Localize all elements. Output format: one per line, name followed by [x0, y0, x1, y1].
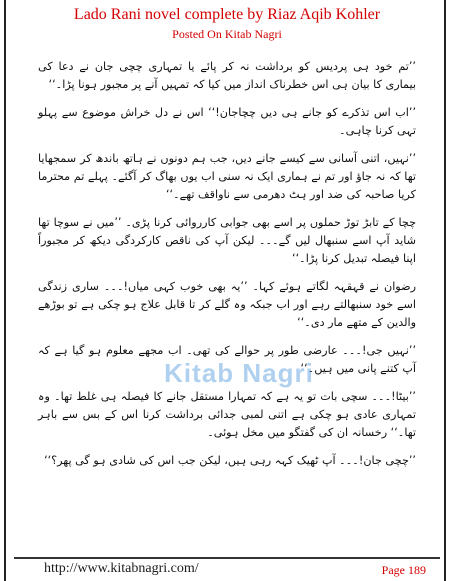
paragraph: ’’تم خود ہی پردیس کو برداشت نہ کر پائے یا تمہاری چچی جان نے دعا کی بیماری کا بیان ہی اس خطرناک انداز میں کیا کہ تمہیں آنے پر مجبور ہونا پڑا۔‘‘ — [38, 60, 416, 91]
page-number: Page 189 — [381, 563, 426, 577]
paragraph: ’’نہیں جی!۔۔۔ عارضی طور پر حوالے کی تھی۔ اب مجھے معلوم ہو گیا ہے کہ آپ کتنے پانی میں ہیں۔‘‘ — [38, 344, 416, 375]
watermark-text: Kitab Nagri — [164, 358, 314, 388]
posted-on-label: Posted On Kitab Nagri — [172, 27, 282, 41]
paragraph: رضوان نے قہقہہ لگاتے ہوئے کہا۔ ’’یہ بھی خوب کہی میاں!۔۔۔ ساری زندگی اسے خود سنبھالتے رہے اور اب جبکہ وہ گلے کر تا قابل علاج ہو چکی ہے تو بوڑھے والدین کے متھے مار دی۔‘‘ — [38, 280, 416, 329]
novel-title: Lado Rani novel complete by Riaz Aqib Kohler — [73, 6, 381, 23]
paragraph: ’’چچی جان!۔۔۔ آپ ٹھیک کہہ رہی ہیں، لیکن جب اس کی شادی ہو گی پھر؟‘‘ — [44, 454, 416, 467]
page-footer — [14, 557, 440, 581]
kitab-nagri-watermark — [164, 354, 314, 390]
document-page — [14, 0, 440, 581]
website-link[interactable]: http://www.kitabnagri.com/ — [44, 561, 199, 576]
paragraph: ’’اب اس تذکرے کو جانے ہی دیں چچاجان!‘‘ اس نے دل خراش موضوع سے پہلو تہی کرنا چاہی۔ — [38, 106, 416, 137]
urdu-body-text — [38, 58, 416, 480]
paragraph: ’’نہیں، اتنی آسانی سے کیسے جانے دیں، جب ہم دونوں نے ہاتھ باندھ کر سمجھایا تھا کہ نہ جاؤ اور تم نے ہماری ایک نہ سنی اب یوں بھاگ کر آگئے۔ پہلے تم محترما کریا صاحبہ کی ضد اور ہٹ دھرمی سے ناواقف تھے۔‘‘ — [38, 152, 416, 201]
paragraph: چچا کے تابڑ توڑ حملوں پر اسے بھی جوابی کارروائی کرنا پڑی۔ ’’میں نے سوچا تھا شاید آپ اسے سنبھال لیں گے۔۔۔ لیکن آپ کی ناقص کارکردگی دیکھ کر مجبوراً اپنا فیصلہ تبدیل کرنا پڑا۔‘‘ — [38, 216, 416, 265]
page-frame-left — [4, 0, 6, 581]
page-frame-right — [444, 0, 446, 581]
paragraph: ’’بیٹا!۔۔۔ سچی بات تو یہ ہے کہ تمہارا مستقل جانے کا فیصلہ ہی غلط تھا۔ وہ تمہاری عادی ہو چکی ہے اتنی لمبی جدائی برداشت کرنا اس کے بس سے باہر تھا۔‘‘ رخسانہ ان کی گفتگو میں مخل ہوئی۔ — [38, 390, 416, 439]
